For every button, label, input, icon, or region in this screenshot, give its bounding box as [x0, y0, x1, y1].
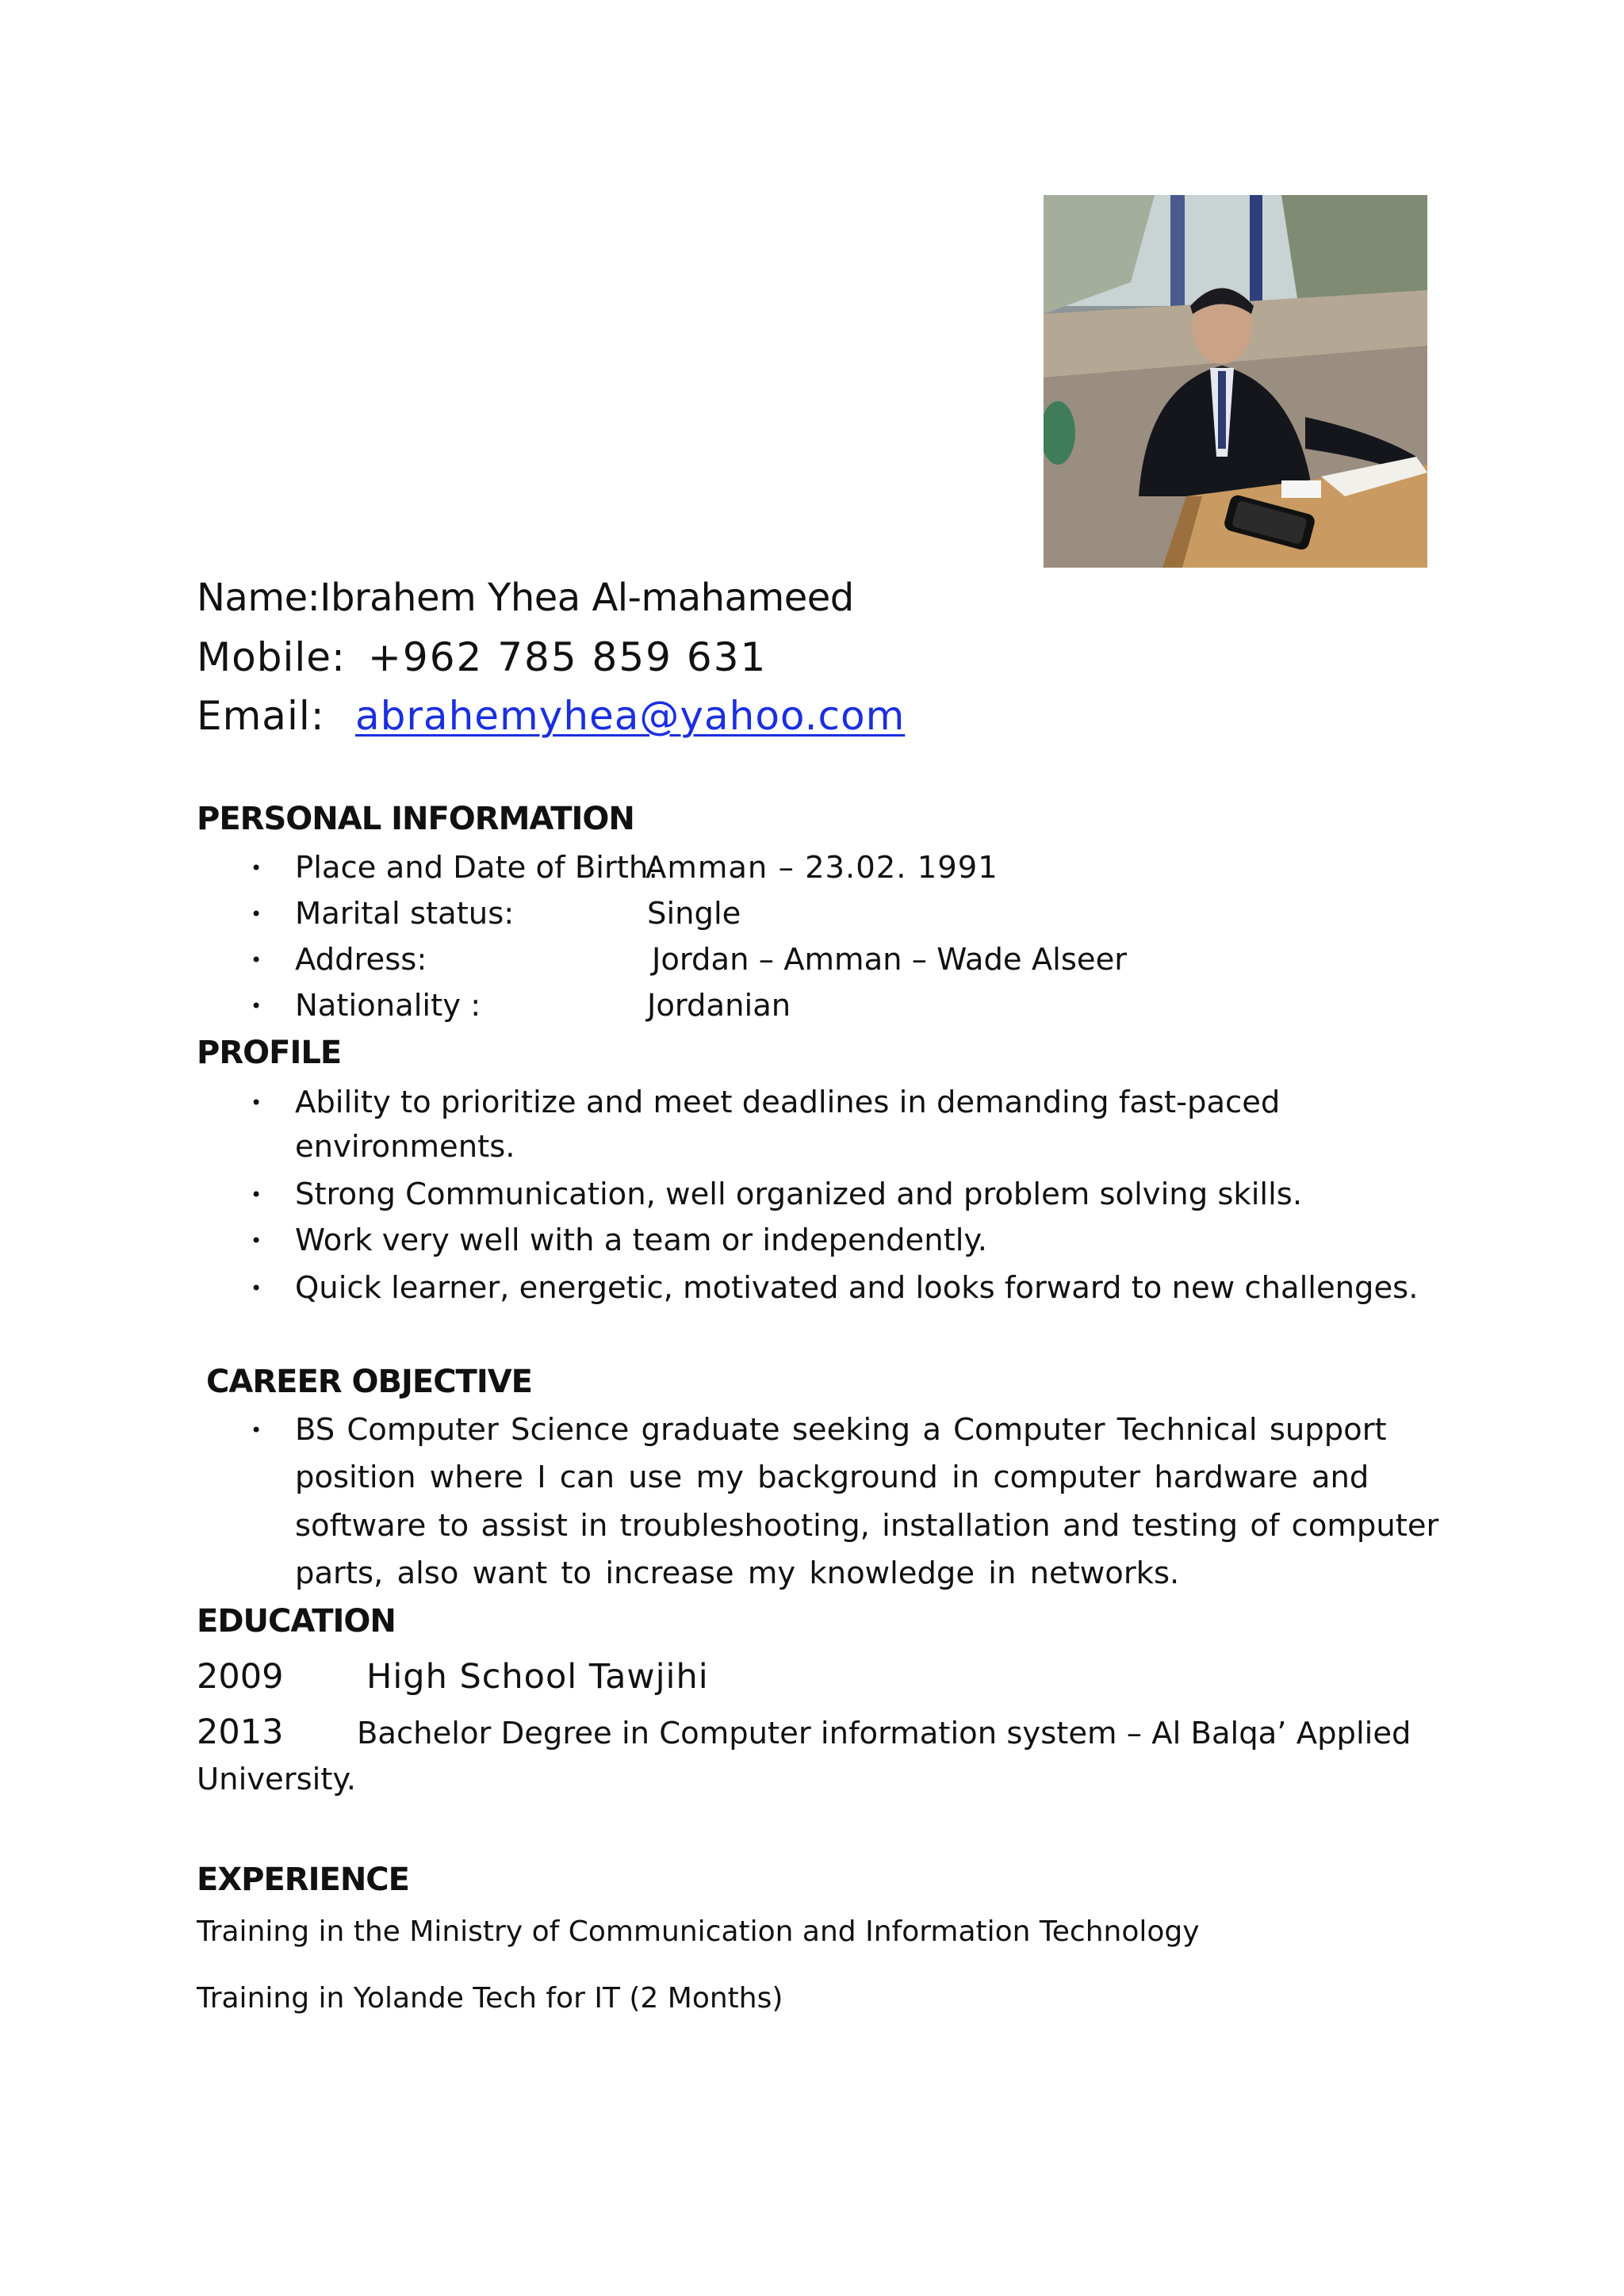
career-objective-heading: CAREER OBJECTIVE: [206, 1364, 532, 1400]
profile-item: Work very well with a team or independently.: [295, 1223, 987, 1258]
address-label: Address:: [295, 942, 427, 978]
bullet-icon: •: [251, 1092, 262, 1114]
bullet-icon: •: [251, 903, 262, 925]
email-label: Email:: [197, 693, 325, 739]
bullet-icon: •: [251, 857, 262, 879]
objective-line: parts, also want to increase my knowledge in networks.: [295, 1556, 1180, 1591]
experience-item: Training in Yolande Tech for IT (2 Months): [197, 1982, 783, 2015]
dob-label: Place and Date of Birth:: [295, 850, 659, 886]
profile-photo: [1044, 195, 1427, 568]
marital-value: Single: [647, 896, 741, 932]
bullet-icon: •: [251, 949, 262, 971]
education-degree: Bachelor Degree in Computer information system – Al Balqa’ Applied: [357, 1716, 1411, 1751]
profile-item: Quick learner, energetic, motivated and looks forward to new challenges.: [295, 1270, 1419, 1306]
objective-line: BS Computer Science graduate seeking a Computer Technical support: [295, 1412, 1387, 1448]
personal-info-heading: PERSONAL INFORMATION: [197, 801, 634, 837]
mobile-label: Mobile:: [197, 634, 346, 680]
education-year: 2009: [197, 1657, 284, 1697]
profile-heading: PROFILE: [197, 1035, 342, 1071]
bullet-icon: •: [251, 995, 262, 1017]
bullet-icon: •: [251, 1277, 262, 1299]
name-line: Name:Ibrahem Yhea Al-mahameed: [197, 576, 854, 620]
education-heading: EDUCATION: [197, 1603, 396, 1640]
experience-heading: EXPERIENCE: [197, 1862, 409, 1898]
address-value: Jordan – Amman – Wade Alseer: [652, 942, 1128, 978]
education-year: 2013: [197, 1712, 284, 1752]
nationality-label: Nationality :: [295, 988, 481, 1024]
bullet-icon: •: [251, 1184, 262, 1206]
bullet-icon: •: [251, 1419, 262, 1441]
nationality-value: Jordanian: [647, 988, 791, 1024]
mobile-value: +962 785 859 631: [368, 634, 768, 680]
marital-label: Marital status:: [295, 896, 515, 932]
profile-item-continuation: environments.: [295, 1129, 515, 1165]
objective-line: position where I can use my background in computer hardware and: [295, 1460, 1369, 1495]
email-link[interactable]: abrahemyhea@yahoo.com: [355, 693, 906, 739]
profile-item: Ability to prioritize and meet deadlines in demanding fast-paced: [295, 1085, 1281, 1120]
profile-item: Strong Communication, well organized and problem solving skills.: [295, 1177, 1303, 1212]
experience-item: Training in the Ministry of Communication and Information Technology: [197, 1915, 1200, 1948]
education-degree-continuation: University.: [197, 1762, 356, 1797]
dob-value: Amman – 23.02. 1991: [645, 850, 998, 886]
objective-line: software to assist in troubleshooting, installation and testing of computer: [295, 1508, 1439, 1544]
education-degree: High School Tawjihi: [366, 1657, 709, 1697]
bullet-icon: •: [251, 1230, 262, 1252]
